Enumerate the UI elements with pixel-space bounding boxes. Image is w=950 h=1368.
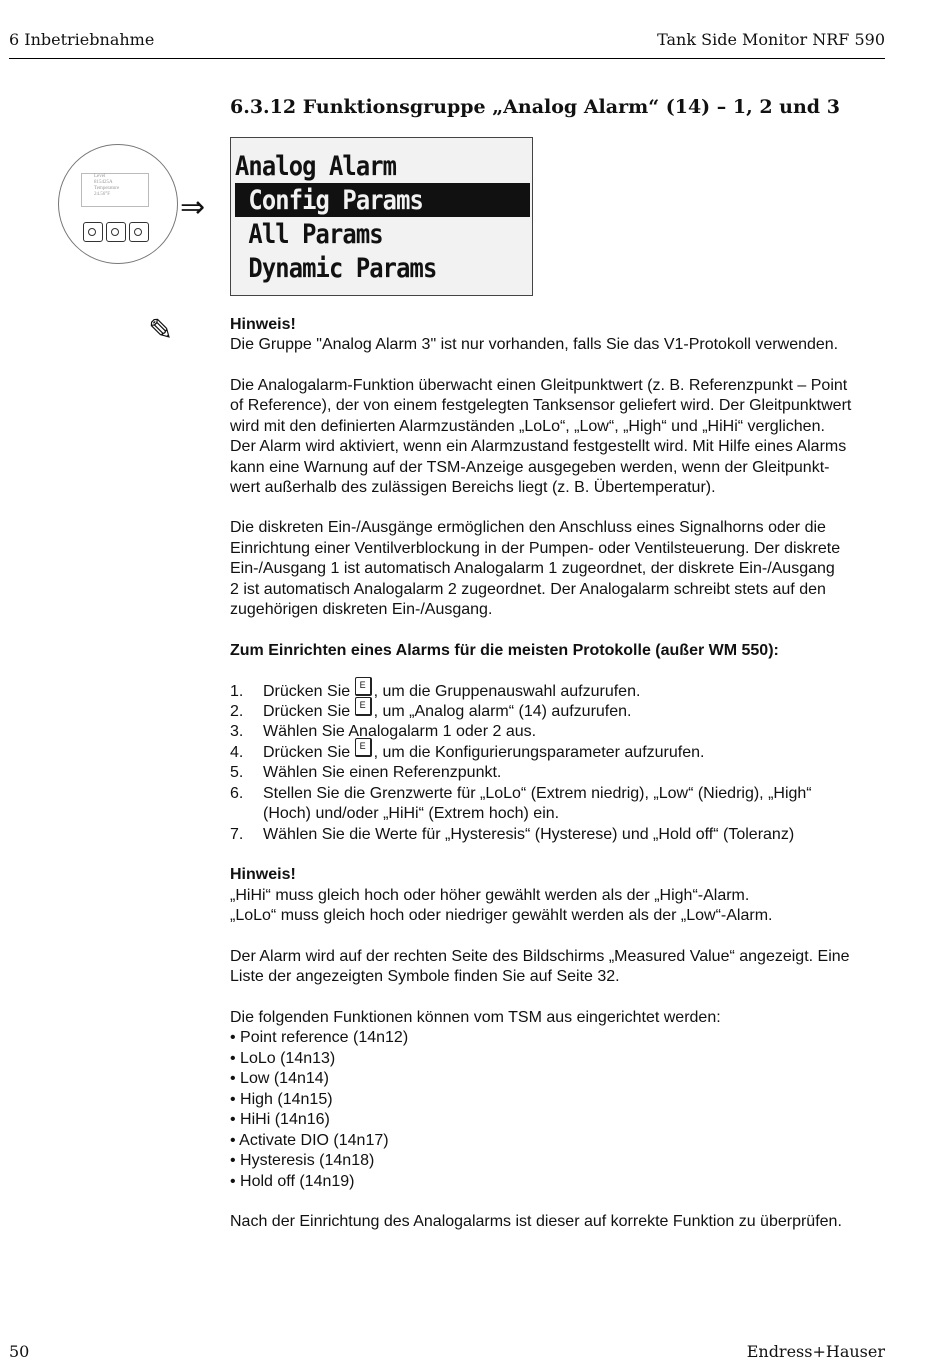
step-number: 2. (230, 703, 244, 720)
step-number: 7. (230, 826, 244, 843)
steps-heading: Zum Einrichten eines Alarms für die meisten Protokolle (außer WM 550): (230, 642, 779, 659)
lcd-menu-item-all-params: All Params (235, 219, 383, 250)
paragraph-line: Die diskreten Ein-/Ausgänge ermöglichen den Anschluss eines Signalhorns oder die (230, 519, 826, 536)
step-item (263, 743, 704, 763)
note-text: „HiHi“ muss gleich hoch oder höher gewählt werden als der „High“-Alarm. (230, 887, 750, 904)
function-list-item: • HiHi (14n16) (230, 1111, 330, 1128)
device-screen-line: 815425A (94, 180, 113, 185)
paragraph-line: Ein-/Ausgang 1 ist automatisch Analogalarm 1 zugeordnet, der diskrete Ein-/Ausgang (230, 560, 835, 577)
step-item (263, 682, 640, 702)
paragraph-line: kann eine Warnung auf der TSM-Anzeige ausgegeben werden, wenn der Gleitpunkt- (230, 459, 830, 476)
paragraph-line: 2 ist automatisch Analogalarm 2 zugeordnet. Der Analogalarm schreibt stets auf den (230, 581, 826, 598)
step-text: Drücken Sie (263, 683, 355, 700)
functions-intro: Die folgenden Funktionen können vom TSM aus eingerichtet werden: (230, 1009, 721, 1026)
closing-paragraph: Nach der Einrichtung des Analogalarms ist dieser auf korrekte Funktion zu überprüfen. (230, 1213, 842, 1230)
paragraph-line: of Reference), der von einem festgelegten Tanksensor geliefert wird. Der Gleitpunktwert (230, 397, 852, 414)
paragraph-line: wird mit den definierten Alarmzuständen „LoLo“, „Low“, „High“ und „HiHi“ verglichen. (230, 418, 825, 435)
function-list-item: • Activate DIO (14n17) (230, 1132, 389, 1149)
lcd-display (230, 137, 533, 296)
e-key-icon: E (355, 697, 372, 716)
paragraph-line: Liste der angezeigten Symbole finden Sie auf Seite 32. (230, 968, 620, 985)
step-text: Drücken Sie (263, 744, 355, 761)
paragraph-line: Der Alarm wird aktiviert, wenn ein Alarmzustand festgestellt wird. Mit Hilfe eines Alarms (230, 438, 847, 455)
function-list-item: • Low (14n14) (230, 1070, 329, 1087)
step-number: 3. (230, 723, 244, 740)
header-divider (9, 58, 885, 59)
device-front-icon (58, 144, 178, 264)
lcd-menu-item-dynamic-params: Dynamic Params (235, 253, 437, 284)
e-key-icon: E (355, 738, 372, 757)
step-item: Stellen Sie die Grenzwerte für „LoLo“ (Extrem niedrig), „Low“ (Niedrig), „High“ (263, 785, 812, 802)
step-item-continued: (Hoch) und/oder „HiHi“ (Extrem hoch) ein. (263, 805, 560, 822)
paragraph-line: Die Analogalarm-Funktion überwacht einen Gleitpunktwert (z. B. Referenzpunkt – Point (230, 377, 848, 394)
step-item: Wählen Sie einen Referenzpunkt. (263, 764, 502, 781)
arrow-right-icon: ⇒ (180, 191, 206, 224)
step-text: , um die Konfigurierungsparameter aufzurufen. (373, 744, 705, 761)
page-number: 50 (9, 1342, 30, 1361)
pencil-icon: ✎ (148, 313, 174, 348)
function-list-item: • Hysteresis (14n18) (230, 1152, 375, 1169)
step-number: 1. (230, 683, 244, 700)
step-number: 5. (230, 764, 244, 781)
device-key-icon (106, 222, 126, 242)
paragraph-line: Der Alarm wird auf der rechten Seite des Bildschirms „Measured Value“ angezeigt. Eine (230, 948, 850, 965)
device-screen-line: Temperature (94, 186, 120, 191)
lcd-menu-item-config-params: Config Params (235, 185, 423, 216)
function-list-item: • High (14n15) (230, 1091, 333, 1108)
brand-logo: Endress+Hauser (746, 1342, 885, 1361)
device-key-icon (83, 222, 103, 242)
step-item (263, 702, 631, 722)
step-item: Wählen Sie die Werte für „Hysteresis“ (Hysterese) und „Hold off“ (Toleranz) (263, 826, 795, 843)
paragraph-line: zugehörigen diskreten Ein-/Ausgang. (230, 601, 493, 618)
step-number: 6. (230, 785, 244, 802)
device-key-icon (129, 222, 149, 242)
paragraph-line: wert außerhalb des zulässigen Bereichs liegt (z. B. Übertemperatur). (230, 479, 716, 496)
paragraph-line: Einrichtung einer Ventilverblockung in der Pumpen- oder Ventilsteuerung. Der diskrete (230, 540, 841, 557)
e-key-icon: E (355, 677, 372, 696)
note-title: Hinweis! (230, 316, 296, 333)
device-screen-line: 24.56°F (94, 192, 111, 197)
step-text: , um die Gruppenauswahl aufzurufen. (373, 683, 641, 700)
product-header: Tank Side Monitor NRF 590 (657, 30, 885, 49)
note-title: Hinweis! (230, 866, 296, 883)
chapter-header: 6 Inbetriebnahme (9, 30, 155, 49)
lcd-menu-title: Analog Alarm (235, 151, 397, 182)
step-text: , um „Analog alarm“ (14) aufzurufen. (373, 703, 632, 720)
function-list-item: • Hold off (14n19) (230, 1173, 355, 1190)
step-number: 4. (230, 744, 244, 761)
step-item: Wählen Sie Analogalarm 1 oder 2 aus. (263, 723, 537, 740)
function-list-item: • LoLo (14n13) (230, 1050, 336, 1067)
note-text: Die Gruppe "Analog Alarm 3" ist nur vorhanden, falls Sie das V1-Protokoll verwenden. (230, 336, 839, 353)
function-list-item: • Point reference (14n12) (230, 1029, 409, 1046)
section-title: 6.3.12 Funktionsgruppe „Analog Alarm“ (14) – 1, 2 und 3 (230, 96, 840, 118)
step-text: Drücken Sie (263, 703, 355, 720)
device-screen (81, 173, 149, 207)
note-text: „LoLo“ muss gleich hoch oder niedriger gewählt werden als der „Low“-Alarm. (230, 907, 773, 924)
device-screen-line: Level (94, 174, 106, 179)
